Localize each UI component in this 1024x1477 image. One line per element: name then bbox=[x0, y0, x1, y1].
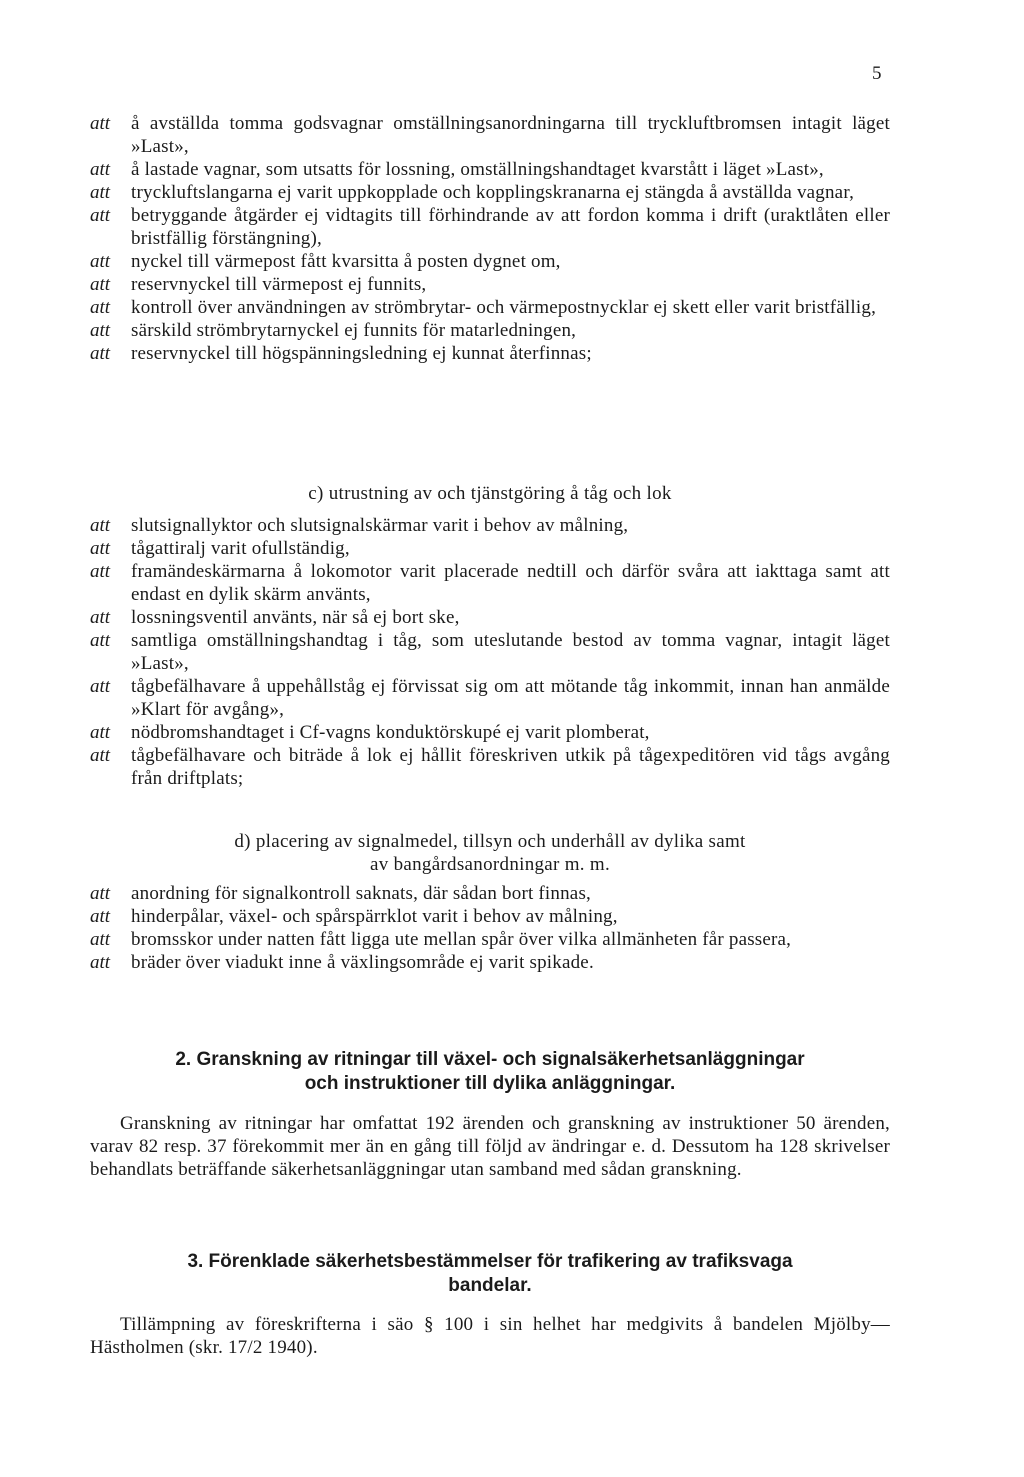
list-item bbox=[90, 744, 890, 790]
list-item bbox=[90, 112, 890, 158]
section-3-heading bbox=[90, 1250, 890, 1298]
list-item-text: tågbefälhavare å uppehållståg ej förvissat sig om att mötande tåg inkommit, innan han anmälde »Klart för avgång», bbox=[131, 676, 890, 720]
list-item bbox=[90, 250, 890, 273]
att-label: att bbox=[90, 251, 111, 272]
list-item-text: reservnyckel till högspänningsledning ej kunnat återfinnas; bbox=[131, 343, 592, 364]
list-item bbox=[90, 204, 890, 250]
list-item-text: bräder över viadukt inne å växlingsområde ej varit spikade. bbox=[131, 952, 594, 973]
list-item-text: lossningsventil använts, när så ej bort ske, bbox=[131, 607, 460, 628]
list-item-text: hinderpålar, växel- och spårspärrklot varit i behov av målning, bbox=[131, 906, 618, 927]
list-item bbox=[90, 537, 890, 560]
section-d-title-line1: d) placering av signalmedel, tillsyn och underhåll av dylika samt bbox=[234, 831, 746, 852]
section-b-list bbox=[90, 112, 890, 365]
section-c-list bbox=[90, 514, 890, 790]
list-item-text: tågbefälhavare och biträde å lok ej hållit föreskriven utkik på tågexpeditören vid tågs avgång från driftplats; bbox=[131, 745, 890, 789]
section-2-heading-line2: och instruktioner till dylika anläggningar. bbox=[304, 1073, 676, 1094]
att-label: att bbox=[90, 274, 111, 295]
att-label: att bbox=[90, 182, 111, 203]
section-2-heading bbox=[90, 1048, 890, 1096]
list-item bbox=[90, 721, 890, 744]
list-item bbox=[90, 675, 890, 721]
list-item bbox=[90, 928, 890, 951]
att-label: att bbox=[90, 159, 111, 180]
att-label: att bbox=[90, 515, 111, 536]
list-item-text: framändeskärmarna å lokomotor varit placerade nedtill och därför svåra att iakttaga samt att endast en dylik skärm använts, bbox=[131, 561, 890, 605]
list-item bbox=[90, 273, 890, 296]
list-item bbox=[90, 181, 890, 204]
att-label: att bbox=[90, 929, 111, 950]
att-label: att bbox=[90, 676, 111, 697]
list-item bbox=[90, 882, 890, 905]
section-d-list bbox=[90, 882, 890, 974]
list-item-text: kontroll över användningen av strömbrytar- och värmepostnycklar ej skett eller varit bristfällig, bbox=[131, 297, 877, 318]
att-label: att bbox=[90, 745, 111, 766]
att-label: att bbox=[90, 320, 111, 341]
list-item bbox=[90, 514, 890, 537]
section-3-heading-line2: bandelar. bbox=[448, 1275, 532, 1296]
att-label: att bbox=[90, 722, 111, 743]
list-item bbox=[90, 560, 890, 606]
list-item-text: anordning för signalkontroll saknats, där sådan bort finnas, bbox=[131, 883, 591, 904]
att-label: att bbox=[90, 205, 111, 226]
list-item-text: nyckel till värmepost fått kvarsitta å posten dygnet om, bbox=[131, 251, 561, 272]
att-label: att bbox=[90, 538, 111, 559]
list-item-text: tryckluftslangarna ej varit uppkopplade och kopplingskranarna ej stängda å avställda vagnar, bbox=[131, 182, 855, 203]
att-label: att bbox=[90, 630, 111, 651]
section-c-title: c) utrustning av och tjänstgöring å tåg och lok bbox=[308, 483, 672, 504]
page-number: 5 bbox=[872, 63, 882, 84]
list-item bbox=[90, 158, 890, 181]
list-item-text: bromsskor under natten fått ligga ute mellan spår över vilka allmänheten får passera, bbox=[131, 929, 792, 950]
list-item bbox=[90, 905, 890, 928]
list-item bbox=[90, 319, 890, 342]
list-item-text: samtliga omställningshandtag i tåg, som uteslutande bestod av tomma vagnar, intagit läget »Last», bbox=[131, 630, 890, 674]
att-label: att bbox=[90, 906, 111, 927]
list-item-text: tågattiralj varit ofullständig, bbox=[131, 538, 350, 559]
list-item-text: betryggande åtgärder ej vidtagits till förhindrande av att fordon komma i drift (uraktlåten eller bristfällig förstängning), bbox=[131, 205, 890, 249]
list-item bbox=[90, 342, 890, 365]
list-item-text: å lastade vagnar, som utsatts för lossning, omställningshandtaget kvarstått i läget »Last», bbox=[131, 159, 824, 180]
att-label: att bbox=[90, 297, 111, 318]
section-2-heading-line1: 2. Granskning av ritningar till växel- och signalsäkerhetsanläggningar bbox=[175, 1049, 805, 1070]
att-label: att bbox=[90, 952, 111, 973]
list-item-text: särskild strömbrytarnyckel ej funnits för matarledningen, bbox=[131, 320, 577, 341]
list-item bbox=[90, 606, 890, 629]
section-d-title bbox=[90, 830, 890, 876]
section-3-heading-line1: 3. Förenklade säkerhetsbestämmelser för trafikering av trafiksvaga bbox=[187, 1251, 793, 1272]
list-item-text: å avställda tomma godsvagnar omställningsanordningarna till tryckluftbromsen intagit läget »Last», bbox=[131, 113, 890, 157]
att-label: att bbox=[90, 113, 111, 134]
list-item bbox=[90, 629, 890, 675]
att-label: att bbox=[90, 561, 111, 582]
list-item-text: slutsignallyktor och slutsignalskärmar varit i behov av målning, bbox=[131, 515, 629, 536]
list-item-text: nödbromshandtaget i Cf-vagns konduktörskupé ej varit plomberat, bbox=[131, 722, 650, 743]
section-3-body: Tillämpning av föreskrifterna i säo § 100 i sin helhet har medgivits å bandelen Mjölby—Hästholmen (skr. 17/2 1940). bbox=[90, 1314, 890, 1358]
att-label: att bbox=[90, 343, 111, 364]
list-item-text: reservnyckel till värmepost ej funnits, bbox=[131, 274, 427, 295]
att-label: att bbox=[90, 607, 111, 628]
section-2-body: Granskning av ritningar har omfattat 192 ärenden och granskning av instruktioner 50 ärenden, varav 82 resp. 37 förekommit mer än en gång till följd av ändringar e. d. Dessutom ha 128 skrivelser behandlats beträffande säkerhetsanläggningar utan samband med sådan granskning. bbox=[90, 1113, 890, 1180]
list-item bbox=[90, 296, 890, 319]
section-d-title-line2: av bangårdsanordningar m. m. bbox=[369, 854, 611, 875]
list-item bbox=[90, 951, 890, 974]
att-label: att bbox=[90, 883, 111, 904]
